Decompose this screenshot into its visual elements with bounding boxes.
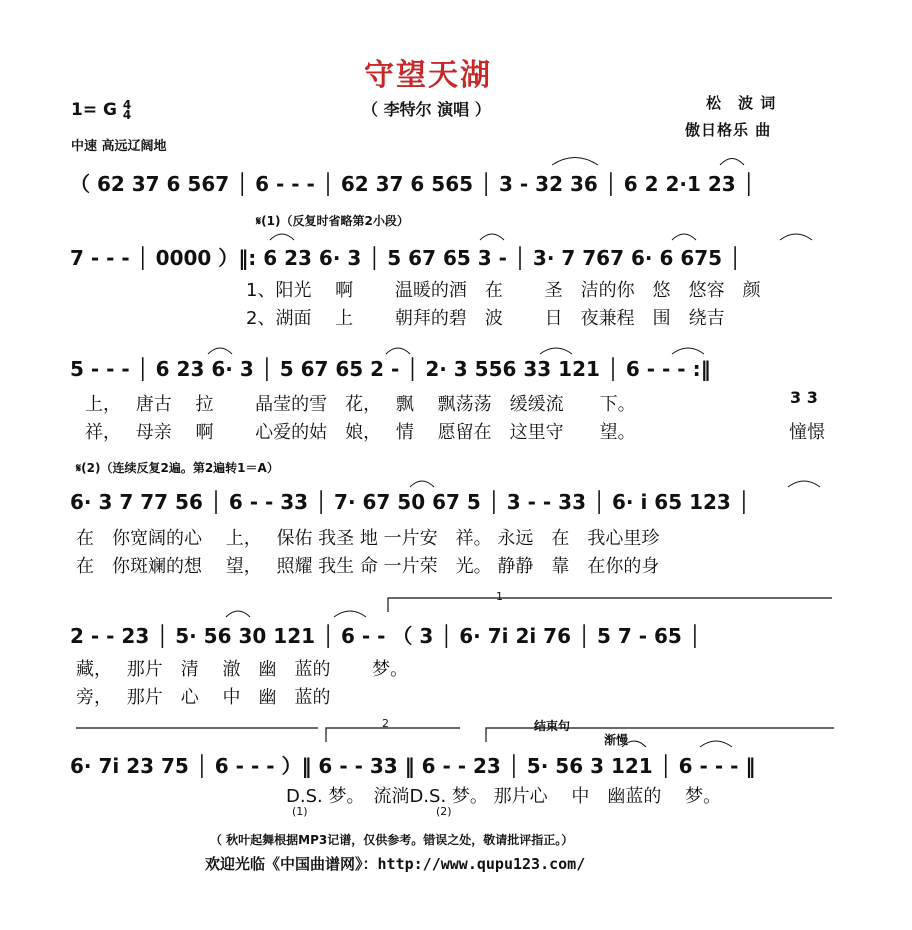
time-numerator: 4 (122, 98, 132, 112)
composer-credit: 傲日格乐 曲 (685, 121, 772, 139)
notation-row-5: 2 - - 23 │ 5· 56 30 121 │ 6 - - （ 3 │ 6· 7i 2i 76 │ 5 7 - 65 │ (70, 624, 701, 648)
slur (410, 481, 434, 487)
segno-mark-2: 𝄋(2)（连续反复2遍。第2遍转1＝A） (76, 461, 279, 475)
website-url[interactable]: http://www.qupu123.com/ (377, 855, 586, 873)
ds-marker-1: (1) (292, 805, 308, 818)
slur (480, 234, 504, 240)
slur (270, 234, 294, 240)
segno-mark-1: 𝄋(1)（反复时省略第2小段） (256, 214, 409, 228)
lyric-row-5-verse-1: 藏， 那片 清 澈 幽 蓝的 梦。 (76, 659, 409, 680)
time-denominator: 4 (122, 108, 132, 122)
lyric-row-2-verse-2: 2、湖面 上 朝拜的碧 波 日 夜兼程 围 绕吉 (246, 308, 725, 329)
slur (334, 611, 366, 617)
pickup-lyric: 憧憬 (789, 422, 825, 443)
lyric-row-3-verse-2: 祥， 母亲 啊 心爱的姑 娘， 情 愿留在 这里守 望。 (85, 422, 636, 443)
slur (672, 234, 696, 240)
lyric-row-4-verse-2: 在 你斑斓的想 望， 照耀 我生 命 一片荣 光。 静静 靠 在你的身 (76, 556, 660, 577)
volta-2-bracket (326, 728, 460, 742)
lyric-row-6: D.S. 梦。 流淌D.S. 梦。 那片心 中 幽蓝的 梦。 (286, 786, 722, 807)
slur (700, 741, 732, 747)
notation-row-3: 5 - - - │ 6 23 6· 3 │ 5 67 65 2 - │ 2· 3 556 33 121 │ 6 - - - :‖ (70, 357, 711, 381)
volta-1-bracket (388, 598, 832, 612)
song-title: 守望天湖 (364, 58, 492, 93)
volta-1-label: 1 (496, 590, 503, 603)
ds-marker-2: (2) (436, 805, 452, 818)
notation-row-2: 7 - - - │ 0000 ）‖: 6 23 6· 3 │ 5 67 65 3 - │ 3· 7 767 6· 6 675 │ (70, 246, 742, 270)
slur (386, 348, 410, 354)
notation-row-1: （ 62 37 6 567 │ 6 - - - │ 62 37 6 565 │ 3 - 32 36 │ 6 2 2·1 23 │ (70, 172, 755, 196)
slur (788, 481, 820, 487)
slur (540, 348, 572, 354)
slur (552, 158, 598, 166)
time-signature (123, 100, 131, 120)
lyricist-credit: 松 波 词 (706, 94, 777, 112)
ritardando-label: 渐慢 (604, 733, 629, 747)
website-credit-text: 欢迎光临《中国曲谱网》： (205, 855, 378, 873)
key-signature (71, 100, 131, 120)
transcription-note: （ 秋叶起舞根据MP3记谱，仅供参考。错误之处，敬请批评指正。） (210, 833, 574, 847)
volta-2-label: 2 (382, 717, 389, 730)
tempo-marking: 中速 高远辽阔地 (71, 139, 167, 154)
notation-row-4: 6· 3 7 77 56 │ 6 - - 33 │ 7· 67 50 67 5 │ 3 - - 33 │ 6· i 65 123 │ (70, 490, 750, 514)
ending-label: 结束句 (534, 719, 571, 733)
lyric-row-4-verse-1: 在 你宽阔的心 上， 保佑 我圣 地 一片安 祥。 永远 在 我心里珍 (76, 528, 660, 549)
key-text: 1= G (71, 100, 117, 120)
slur (720, 159, 744, 166)
lyric-row-2-verse-1: 1、阳光 啊 温暖的酒 在 圣 洁的你 悠 悠容 颜 (246, 280, 761, 301)
lyric-row-5-verse-2: 旁， 那片 心 中 幽 蓝的 (76, 687, 331, 708)
slur (208, 348, 232, 354)
slur (780, 234, 812, 240)
slur (226, 611, 250, 617)
pickup-notes: 3 3 (790, 388, 818, 407)
slur (672, 348, 704, 354)
lyric-row-3-verse-1: 上， 唐古 拉 晶莹的雪 花， 飘 飘荡荡 缓缓流 下。 (85, 394, 636, 415)
website-credit (205, 853, 585, 874)
singer-credit: （ 李特尔 演唱 ） (362, 100, 491, 119)
notation-row-6: 6· 7i 23 75 │ 6 - - - ）‖ 6 - - 33 ‖ 6 - - 23 │ 5· 56 3 121 │ 6 - - - ‖ (70, 754, 756, 778)
